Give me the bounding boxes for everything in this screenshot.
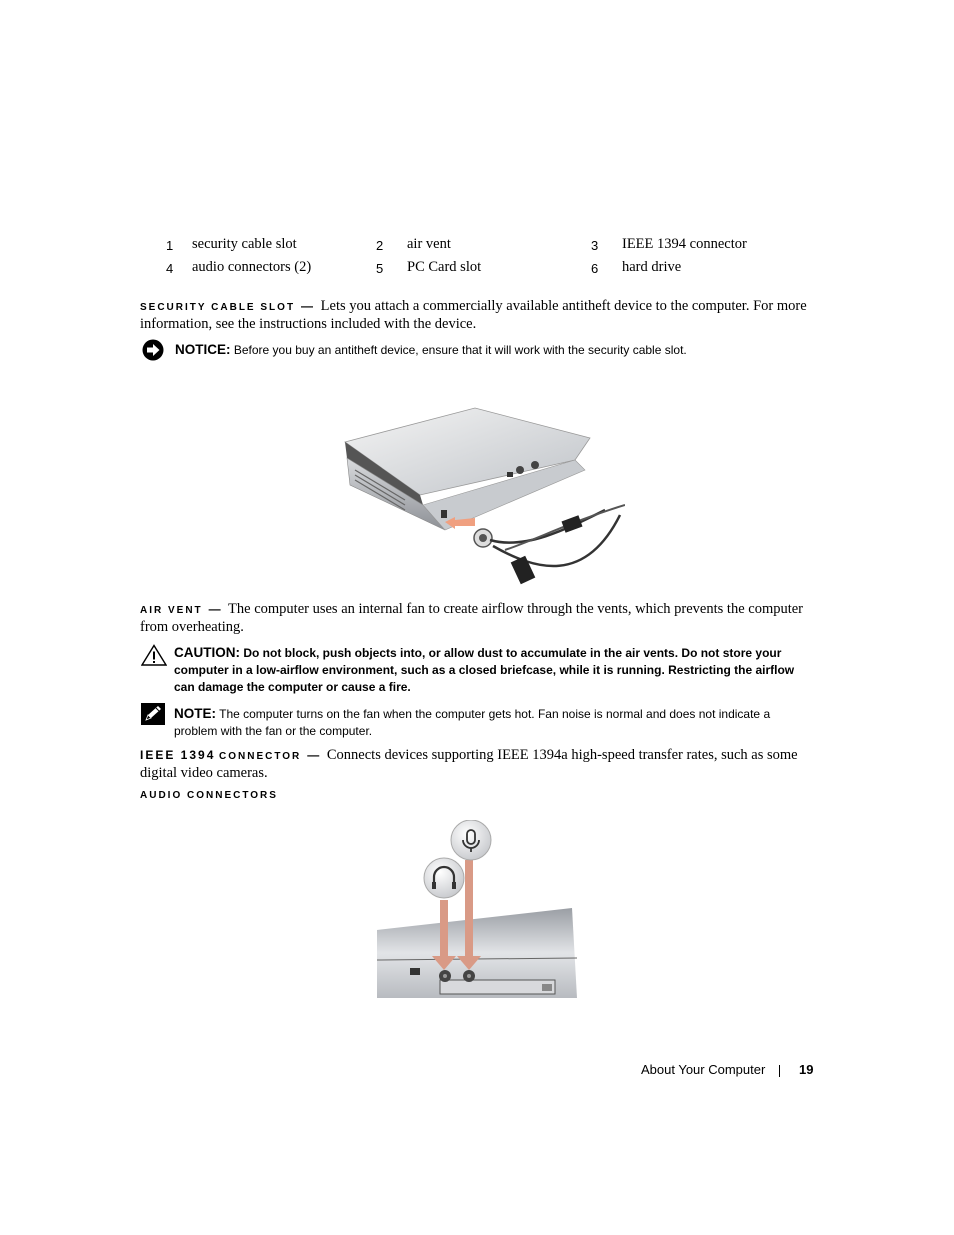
legend-number: 2 bbox=[376, 238, 384, 253]
section-label: IEEE 1394 bbox=[140, 748, 216, 762]
legend-label: IEEE 1394 connector bbox=[622, 236, 747, 252]
notice-callout bbox=[175, 341, 815, 359]
ieee-1394-paragraph bbox=[140, 747, 816, 782]
section-label: AIR VENT bbox=[140, 605, 203, 616]
notice-icon bbox=[142, 339, 166, 361]
em-dash: — bbox=[307, 748, 320, 762]
caution-callout bbox=[174, 644, 814, 696]
footer-section-title: About Your Computer bbox=[641, 1062, 766, 1077]
em-dash: — bbox=[208, 602, 221, 616]
legend-label: air vent bbox=[407, 236, 451, 252]
legend-number: 5 bbox=[376, 261, 384, 276]
em-dash: — bbox=[301, 299, 314, 313]
callout-legend bbox=[160, 236, 820, 282]
caution-triangle-icon bbox=[141, 644, 167, 666]
caution-text: Do not block, push objects into, or allow dust to accumulate in the air vents. Do not store your computer in a low-airflow environment, such as a closed briefcase, while it is running. Restricting the airflow can damage the computer or cause a fire. bbox=[174, 646, 795, 694]
legend-number: 1 bbox=[166, 238, 174, 253]
legend-label: PC Card slot bbox=[407, 259, 482, 275]
security-cable-illustration bbox=[335, 400, 625, 590]
paragraph-text: Connects devices supporting IEEE 1394a high-speed transfer rates, such as some digital video cameras. bbox=[140, 747, 798, 781]
legend-number: 4 bbox=[166, 261, 174, 276]
air-vent-paragraph bbox=[140, 601, 816, 636]
footer-divider bbox=[779, 1065, 780, 1077]
note-text: The computer turns on the fan when the computer gets hot. Fan noise is normal and does not indicate a problem with the fan or the computer. bbox=[174, 707, 771, 738]
notice-text: Before you buy an antitheft device, ensure that it will work with the security cable slot. bbox=[233, 343, 687, 357]
legend-label: security cable slot bbox=[192, 236, 297, 252]
page-number: 19 bbox=[799, 1062, 814, 1077]
audio-connectors-illustration bbox=[372, 820, 582, 1002]
caution-heading: CAUTION: bbox=[174, 645, 240, 660]
legend-label: audio connectors (2) bbox=[192, 259, 312, 275]
section-label: SECURITY CABLE SLOT bbox=[140, 302, 296, 313]
notice-heading: NOTICE: bbox=[175, 342, 231, 357]
legend-row bbox=[160, 236, 820, 259]
legend-number: 3 bbox=[591, 238, 599, 253]
legend-row bbox=[160, 259, 820, 282]
note-heading: NOTE: bbox=[174, 706, 216, 721]
security-cable-slot-paragraph bbox=[140, 298, 816, 333]
section-label: CONNECTOR bbox=[219, 751, 302, 762]
paragraph-text: Lets you attach a commercially available antitheft device to the computer. For more information, see the instructions included with the device. bbox=[140, 298, 807, 332]
note-callout bbox=[174, 705, 814, 740]
paragraph-text: The computer uses an internal fan to create airflow through the vents, which prevents the computer from overheating. bbox=[140, 601, 804, 635]
audio-connectors-heading: AUDIO CONNECTORS bbox=[140, 790, 278, 801]
note-pencil-icon bbox=[141, 703, 165, 725]
legend-number: 6 bbox=[591, 261, 599, 276]
legend-label: hard drive bbox=[622, 259, 682, 275]
